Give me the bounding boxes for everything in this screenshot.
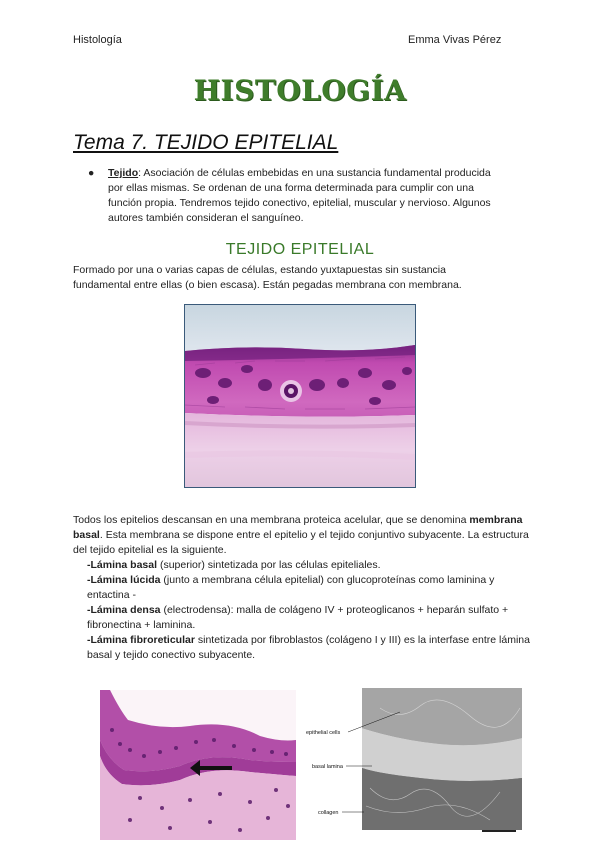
topic-heading: Tema 7. TEJIDO EPITELIAL: [73, 131, 339, 154]
section-title: TEJIDO EPITELIAL: [225, 241, 375, 258]
epithelium-micrograph: [184, 304, 416, 488]
header-left: Histología: [73, 34, 122, 46]
list-item-lamina-basal: -Lámina basal (superior) sintetizada por las células epiteliales.: [87, 559, 381, 571]
header-right: Emma Vivas Pérez: [408, 34, 502, 46]
section-intro: Formado por una o varias capas de células, estando yuxtapuestas sin sustancia fundamental entre ellas (o bien escasa). Están pegadas membrana con membrana.: [73, 264, 462, 291]
document-title: HISTOLOGÍA: [193, 74, 407, 107]
definition-bullet: [88, 166, 498, 226]
basal-membrane-micrograph: [100, 690, 296, 840]
basal-membrane-text: Todos los epitelios descansan en una membrana proteica acelular, que se denomina membrana basal. Esta membrana se dispone entre el epitelio y el tejido conjuntivo subyacente. La estructura del tejido epitelial es la siguiente. -Lámina basal (superior) sintetizada por las células epiteliales. -Lámina lúcida (junto a membrana célula epitelial) con glucoproteínas como laminina y entactina - -Lámina densa (electrodensa): malla de colágeno IV + proteoglicanos + heparán sulfato + fibronectina + laminina. -Lámina fibroreticular sintetizada por fibroblastos (colágeno I y III) es la interfase entre lámina basal y tejido conectivo subyacente.: [73, 513, 533, 663]
term-membrana-basal: membrana basal: [73, 514, 523, 541]
list-item-lamina-fibroreticular: -Lámina fibroreticular sintetizada por fibroblastos (colágeno I y III) es la interfase entre lámina basal y tejido conectivo subyacente.: [87, 634, 530, 661]
label-epithelial-cells: epithelial cells: [306, 730, 341, 736]
bullet-text: : Asociación de células embebidas en una sustancia fundamental producida por ellas mismas. Se ordenan de una forma determinada para cumplir con una función propia. Tendremos tejido conectivo, epitelial, muscular y nervioso. Algunos autores también consideran el sanguíneo.: [108, 167, 491, 224]
label-collagen: collagen: [318, 810, 339, 816]
bullet-dot-icon: ●: [88, 167, 95, 179]
label-basal-lamina: basal lamina: [312, 764, 343, 770]
sem-micrograph: [300, 688, 522, 836]
list-item-lamina-lucida: -Lámina lúcida (junto a membrana célula epitelial) con glucoproteínas como laminina y entactina -: [87, 574, 495, 601]
bullet-term: Tejido: [108, 167, 139, 179]
list-item-lamina-densa: -Lámina densa (electrodensa): malla de colágeno IV + proteoglicanos + heparán sulfato + fibronectina + laminina.: [87, 604, 509, 631]
